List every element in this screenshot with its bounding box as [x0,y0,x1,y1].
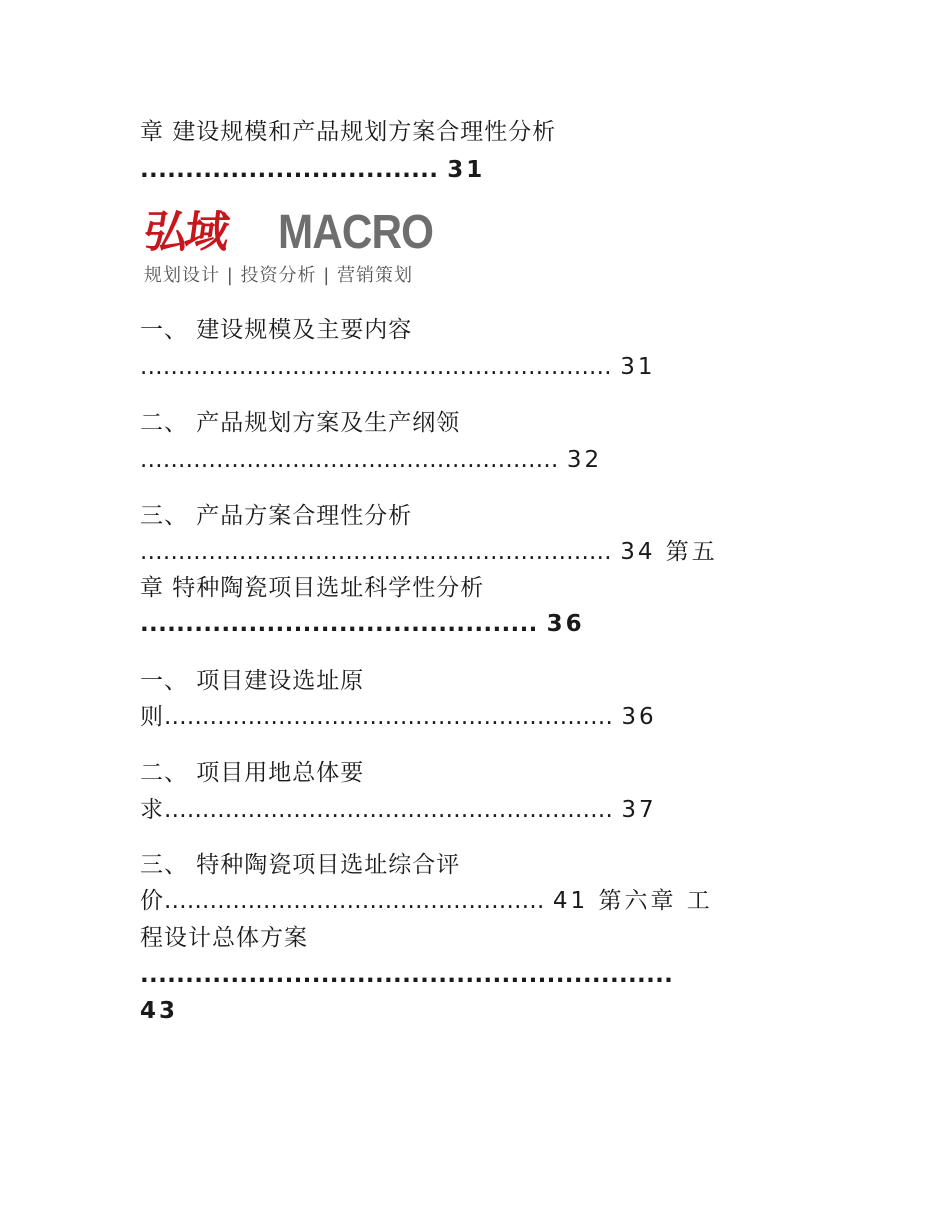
page-number: 36 [621,704,657,730]
toc-entry-5-2-title: 二、 项目用地总体要 [140,760,365,786]
page-number: 41 第六章 工 [552,888,713,914]
toc-entry-4-1-title: 一、 建设规模及主要内容 [140,317,413,343]
dot-leader: .............................................................. [140,539,612,565]
toc-entry-5-1-leader: 则........................................................... 36 [140,704,657,730]
page-number: 43 [140,998,179,1024]
dot-leader: ............................................ [140,611,538,637]
dot-leader: .............................................................. [140,354,612,380]
logo-brand-cn: 弘域 [140,207,230,258]
dot-leader: ........................................................... [140,962,674,988]
dot-leader: ................................. [140,157,439,183]
dot-leader: ....................................................... [140,447,559,473]
toc-entry-5-3-title: 三、 特种陶瓷项目选址综合评 [140,852,461,878]
toc-entry-chapter-5-title: 章 特种陶瓷项目选址科学性分析 [140,575,485,601]
toc-entry-chapter-4-leader [140,156,485,184]
page-number: 31 [620,354,656,380]
dot-leader: ........................................................... [164,704,614,730]
page-number: 36 [546,611,585,637]
page-number: 32 [566,447,603,473]
toc-entry-5-1-title: 一、 项目建设选址原 [140,668,365,694]
toc-entry-4-1-leader [140,353,655,381]
toc-entry-4-3-title: 三、 产品方案合理性分析 [140,503,413,529]
page-number: 34 第五 [620,539,718,565]
toc-entry-chapter-6-page [140,997,178,1025]
toc-entry-chapter-6-title: 程设计总体方案 [140,925,308,951]
toc-entry-chapter-5-leader [140,610,585,638]
toc-entry-chapter-6-leader [140,961,673,989]
toc-entry-chapter-4-title: 章 建设规模和产品规划方案合理性分析 [140,119,557,145]
logo-tagline: 规划设计 | 投资分析 | 营销策划 [144,265,414,286]
toc-entry-5-3-leader: 价.................................................. 41 第六章 工 [140,888,713,914]
toc-entry-4-3-leader [140,538,718,566]
page-number: 37 [621,797,657,823]
toc-entry-5-2-leader: 求........................................................... 37 [140,797,657,823]
dot-leader: ........................................................... [164,797,614,823]
page-number: 31 [447,157,486,183]
logo-brand-en: MACRO [278,206,434,259]
toc-entry-4-2-title: 二、 产品规划方案及生产纲领 [140,410,461,436]
dot-leader: .................................................. [164,888,545,914]
company-logo [140,206,434,292]
toc-entry-4-2-leader [140,446,602,474]
